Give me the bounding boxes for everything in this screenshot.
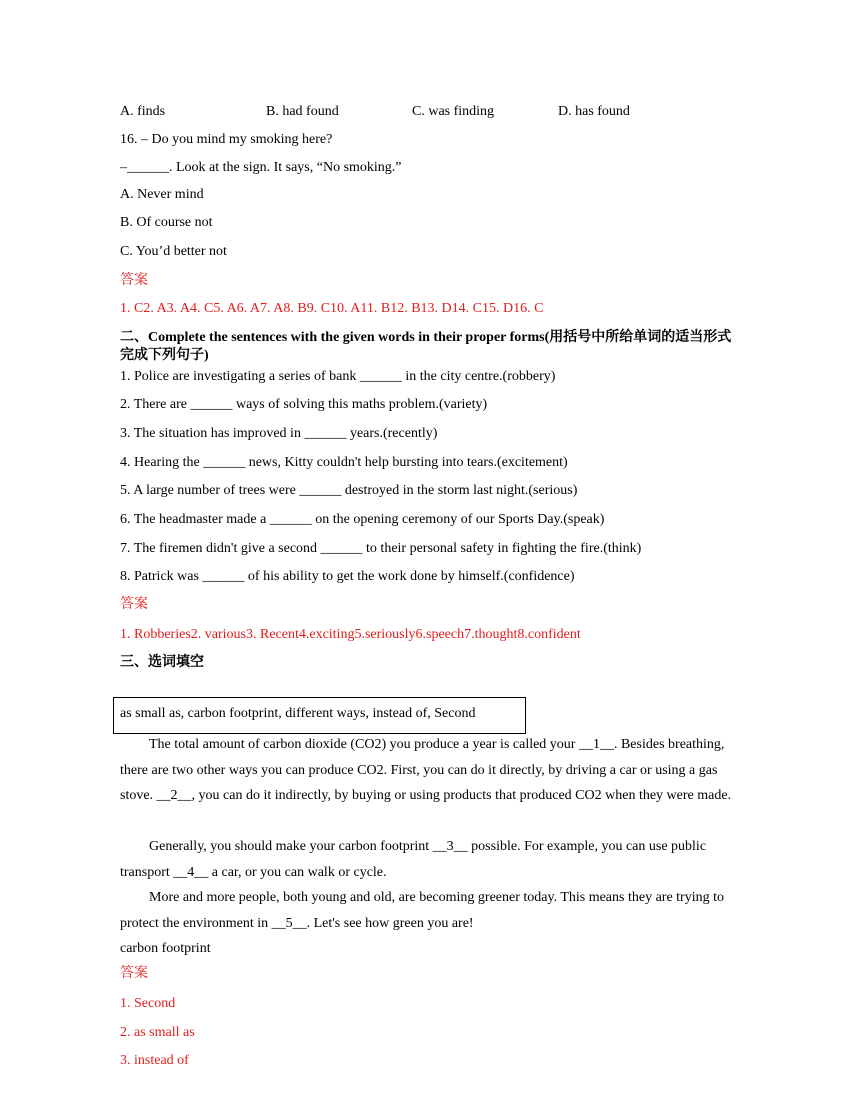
section2-item: 3. The situation has improved in ______ years.(recently): [120, 426, 438, 441]
q16-option-c: C. You’d better not: [120, 244, 227, 259]
passage-paragraph-3: More and more people, both young and old, are becoming greener today. This means they are trying to protect the environment in __5__. Let's see how green you are!: [120, 890, 724, 931]
section2-item: 8. Patrick was ______ of his ability to get the work done by himself.(confidence): [120, 569, 575, 584]
answer-label: 答案: [120, 597, 148, 612]
answer-label: 答案: [120, 966, 148, 981]
section3-answer-1: 1. Second: [120, 996, 176, 1011]
q15-option-d: D. has found: [558, 104, 630, 119]
q15-options: [120, 103, 720, 121]
q16-question: 16. – Do you mind my smoking here?: [120, 132, 333, 147]
passage-paragraph-2: Generally, you should make your carbon footprint __3__ possible. For example, you can use public transport __4__ a car, or you can walk or cycle.: [120, 839, 707, 880]
word-box: [113, 697, 526, 734]
word-box-text: as small as, carbon footprint, different ways, instead of, Second: [120, 706, 476, 721]
passage-paragraph-1: The total amount of carbon dioxide (CO2) you produce a year is called your __1__. Besides breathing, there are two other ways you can produce CO2. First, you can do it directly, by driving a car or using a gas stove. __2__, you can do it indirectly, by buying or using products that produced CO2 when they were made.: [120, 737, 732, 803]
q16-reply: –______. Look at the sign. It says, “No smoking.”: [120, 160, 402, 175]
passage-trailing: carbon footprint: [120, 941, 211, 956]
q16-option-a: A. Never mind: [120, 187, 204, 202]
section2-item: 5. A large number of trees were ______ destroyed in the storm last night.(serious): [120, 483, 578, 498]
section2-heading-cont: 完成下列句子): [120, 348, 209, 363]
section2-item: 1. Police are investigating a series of bank ______ in the city centre.(robbery): [120, 369, 556, 384]
answer-label: 答案: [120, 273, 148, 288]
section1-answer-text: 1. C2. A3. A4. C5. A6. A7. A8. B9. C10. A11. B12. B13. D14. C15. D16. C: [120, 301, 544, 316]
q16-option-b: B. Of course not: [120, 215, 213, 230]
section2-item: 4. Hearing the ______ news, Kitty couldn't help bursting into tears.(excitement): [120, 455, 568, 470]
section3-heading: 三、选词填空: [120, 655, 204, 670]
section2-item: 7. The firemen didn't give a second ______ to their personal safety in fighting the fire.(think): [120, 541, 642, 556]
section3-answer-3: 3. instead of: [120, 1053, 189, 1068]
section2-item: 6. The headmaster made a ______ on the opening ceremony of our Sports Day.(speak): [120, 512, 605, 527]
section2-item: 2. There are ______ ways of solving this maths problem.(variety): [120, 397, 488, 412]
q15-option-a: A. finds: [120, 104, 166, 119]
section3-answer-2: 2. as small as: [120, 1025, 195, 1040]
section2-answer-text: 1. Robberies2. various3. Recent4.exciting5.seriously6.speech7.thought8.confident: [120, 627, 581, 642]
q15-option-c: C. was finding: [412, 104, 495, 119]
q15-option-b: B. had found: [266, 104, 339, 119]
section2-heading: 二、Complete the sentences with the given words in their proper forms(用括号中所给单词的适当形式: [120, 330, 732, 345]
